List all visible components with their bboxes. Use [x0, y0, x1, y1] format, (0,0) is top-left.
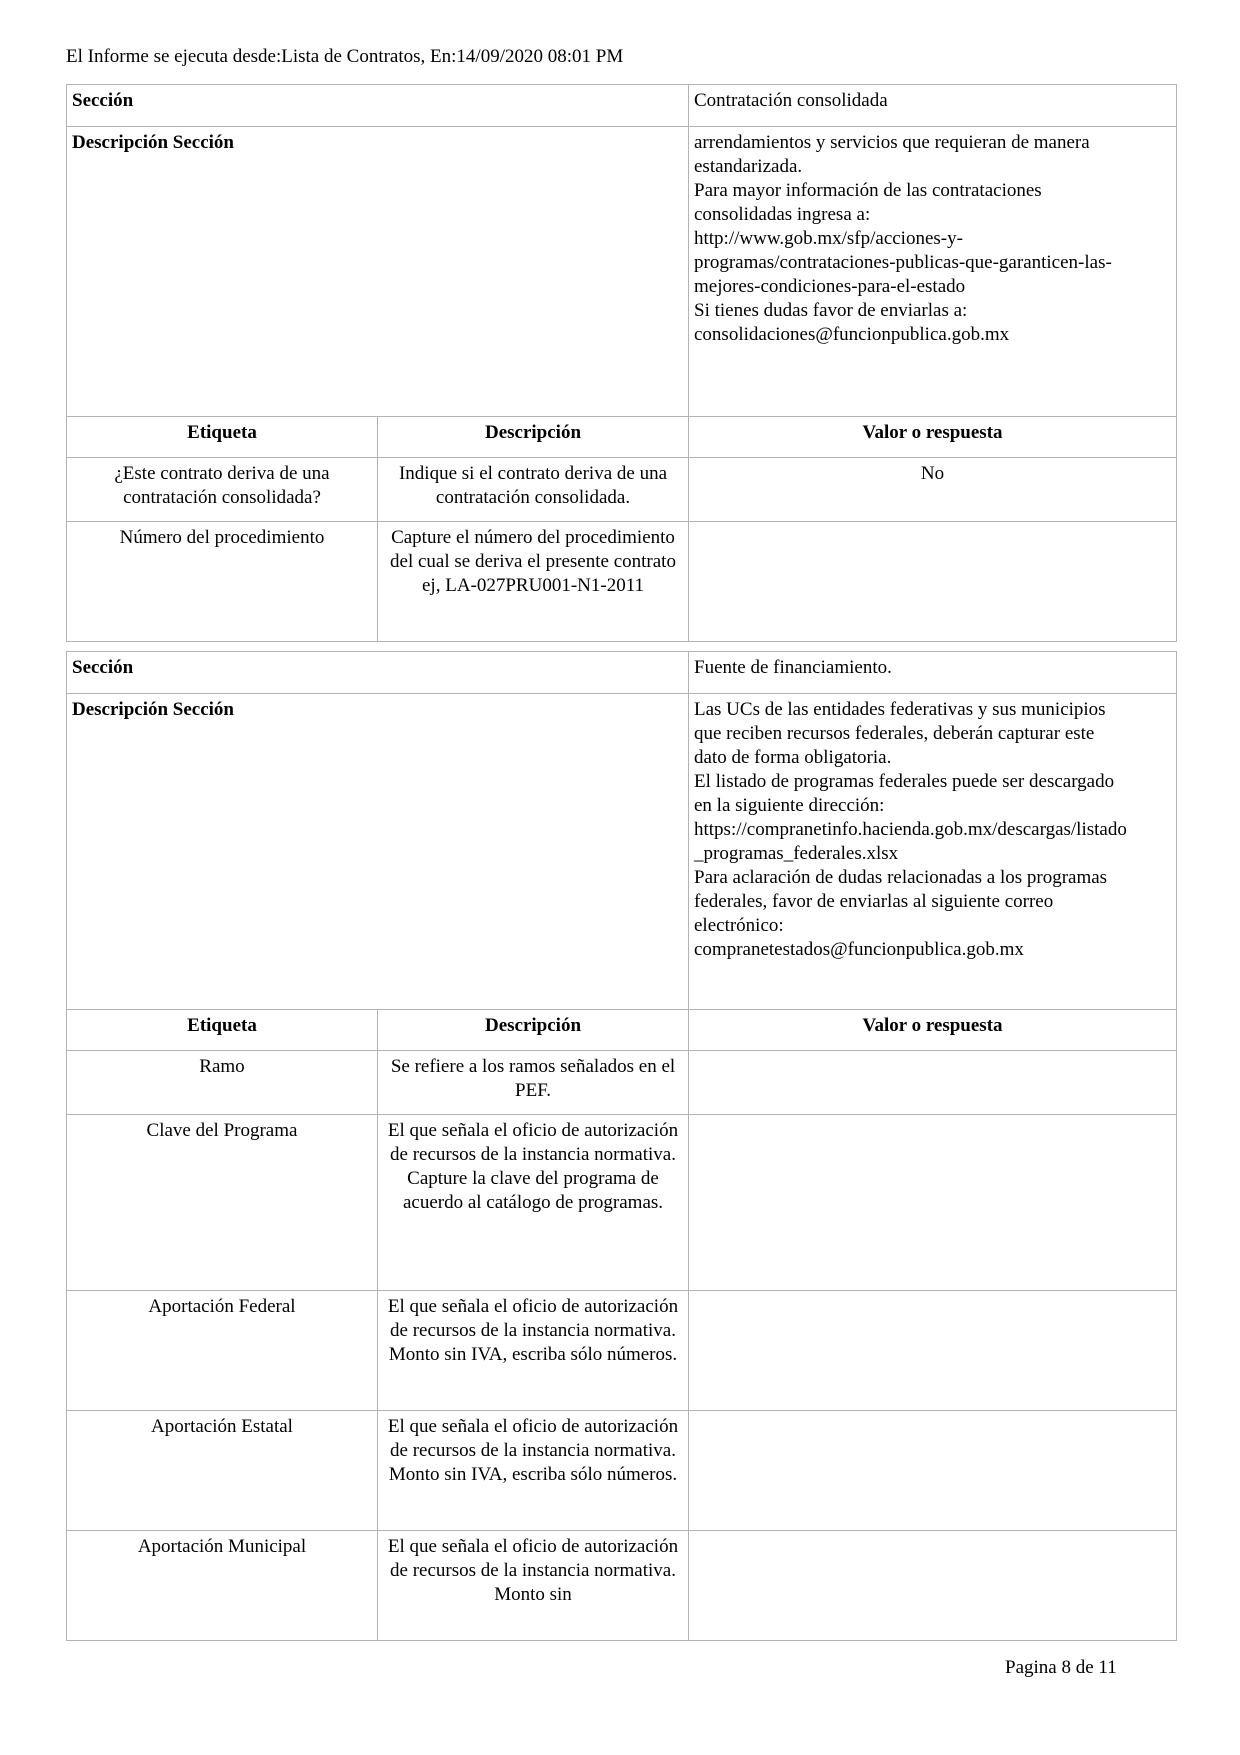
- table-row: [67, 1291, 1177, 1411]
- row-valor: No: [689, 458, 1177, 522]
- row-descripcion: El que señala el oficio de autorización de recursos de la instancia normativa. Monto sin: [378, 1531, 689, 1641]
- section-table-fuente-financiamiento: [66, 651, 1177, 1641]
- section-description: arrendamientos y servicios que requieran de manera estandarizada. Para mayor información de las contrataciones consolidadas ingresa a: http://www.gob.mx/sfp/acciones-y- programas/contrataciones-publicas-que-garanticen-las- mejores-condiciones-para-el-estado Si tienes dudas favor de enviarlas a: consolidaciones@funcionpublica.gob.mx: [689, 127, 1177, 417]
- row-etiqueta: Aportación Estatal: [67, 1411, 378, 1531]
- row-valor: [689, 1115, 1177, 1291]
- row-descripcion: El que señala el oficio de autorización de recursos de la instancia normativa. Capture la clave del programa de acuerdo al catálogo de programas.: [378, 1115, 689, 1291]
- section-name: Fuente de financiamiento.: [689, 652, 1177, 694]
- column-header-descripcion: Descripción: [378, 417, 689, 458]
- row-valor: [689, 522, 1177, 642]
- row-descripcion: Se refiere a los ramos señalados en el PEF.: [378, 1051, 689, 1115]
- row-etiqueta: Ramo: [67, 1051, 378, 1115]
- table-row: [67, 1115, 1177, 1291]
- section-label: Sección: [67, 85, 689, 127]
- row-valor: [689, 1531, 1177, 1641]
- column-header-valor: Valor o respuesta: [689, 1010, 1177, 1051]
- column-header-etiqueta: Etiqueta: [67, 417, 378, 458]
- section-description-label: Descripción Sección: [67, 694, 689, 1010]
- row-descripcion: El que señala el oficio de autorización de recursos de la instancia normativa. Monto sin IVA, escriba sólo números.: [378, 1291, 689, 1411]
- section-table-contratacion-consolidada: [66, 84, 1177, 642]
- section-description: Las UCs de las entidades federativas y sus municipios que reciben recursos federales, deberán capturar este dato de forma obligatoria. El listado de programas federales puede ser descargado en la siguiente dirección: https://compranetinfo.hacienda.gob.mx/descargas/listado _programas_federales.xlsx Para aclaración de dudas relacionadas a los programas federales, favor de enviarlas al siguiente correo electrónico: compranetestados@funcionpublica.gob.mx: [689, 694, 1177, 1010]
- page-number: Pagina 8 de 11: [1005, 1657, 1117, 1678]
- section-name: Contratación consolidada: [689, 85, 1177, 127]
- column-header-descripcion: Descripción: [378, 1010, 689, 1051]
- row-valor: [689, 1051, 1177, 1115]
- table-row: [67, 1411, 1177, 1531]
- row-descripcion: El que señala el oficio de autorización de recursos de la instancia normativa. Monto sin IVA, escriba sólo números.: [378, 1411, 689, 1531]
- table-row: [67, 1531, 1177, 1641]
- table-row: [67, 458, 1177, 522]
- row-descripcion: Indique si el contrato deriva de una contratación consolidada.: [378, 458, 689, 522]
- row-descripcion: Capture el número del procedimiento del cual se deriva el presente contrato ej, LA-027PRU001-N1-2011: [378, 522, 689, 642]
- column-header-valor: Valor o respuesta: [689, 417, 1177, 458]
- row-etiqueta: Aportación Municipal: [67, 1531, 378, 1641]
- row-valor: [689, 1411, 1177, 1531]
- row-etiqueta: Clave del Programa: [67, 1115, 378, 1291]
- row-valor: [689, 1291, 1177, 1411]
- table-row: [67, 1051, 1177, 1115]
- row-etiqueta: Número del procedimiento: [67, 522, 378, 642]
- row-etiqueta: Aportación Federal: [67, 1291, 378, 1411]
- section-label: Sección: [67, 652, 689, 694]
- table-row: [67, 522, 1177, 642]
- report-header: El Informe se ejecuta desde:Lista de Contratos, En:14/09/2020 08:01 PM: [66, 46, 624, 67]
- section-description-label: Descripción Sección: [67, 127, 689, 417]
- column-header-etiqueta: Etiqueta: [67, 1010, 378, 1051]
- row-etiqueta: ¿Este contrato deriva de una contratación consolidada?: [67, 458, 378, 522]
